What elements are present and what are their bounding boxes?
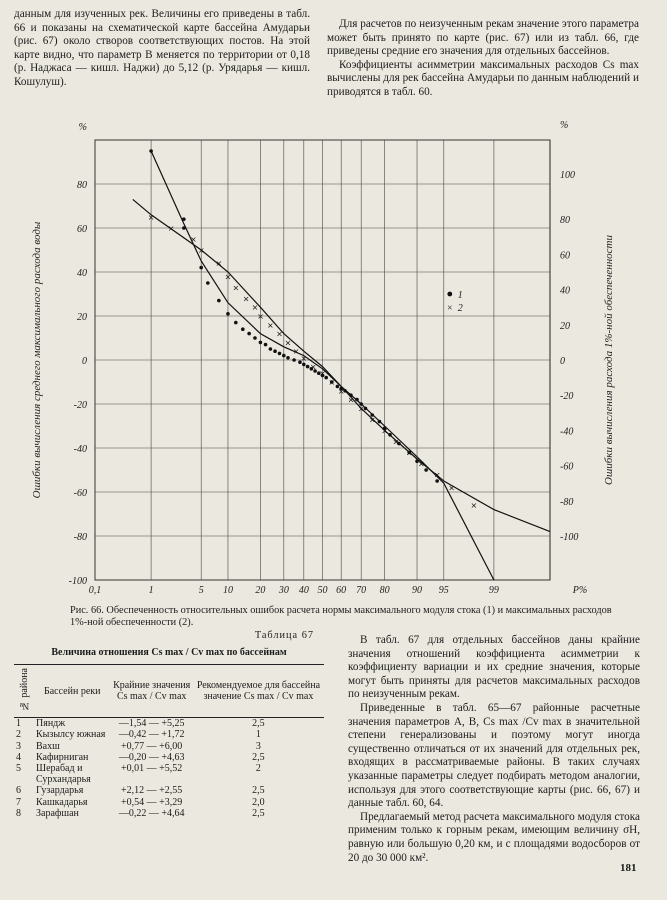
table-cell-rec: 1 xyxy=(255,729,261,741)
y-tick-label-left: 0 xyxy=(82,356,87,367)
data-point-series-2: × xyxy=(190,235,197,244)
table-cell-range: +0,01 — +5,52 xyxy=(121,762,183,774)
table-cell-basin: Зарафшан xyxy=(36,807,79,819)
table-cell-rec: 2,5 xyxy=(252,785,265,797)
data-point-series-1 xyxy=(247,332,251,336)
table-cell-n: 8 xyxy=(16,807,21,819)
table-row xyxy=(14,763,324,785)
right-top-paragraph-1: Для расчетов по неизученным рекам значение этого параметра может быть принято по карте (рис. 67) или из табл. 66, где приведены средние его значения для отдельных бассейнов. xyxy=(327,18,639,58)
data-point-series-2: × xyxy=(251,303,259,313)
chart-labels xyxy=(31,120,615,596)
col-range-header: Крайние значения Cs max / Cv max xyxy=(111,665,193,718)
x-tick-label: 1 xyxy=(148,585,154,596)
data-point-series-2: × xyxy=(418,459,425,469)
y-tick-label-left: -20 xyxy=(73,400,87,411)
data-point-series-1 xyxy=(269,347,273,351)
x-tick-label: 30 xyxy=(278,585,289,596)
x-tick-label: 50 xyxy=(317,585,328,596)
y-tick-label-left: -100 xyxy=(68,576,87,587)
data-point-series-1 xyxy=(292,358,296,362)
data-point-series-2: × xyxy=(197,246,205,255)
legend-marker-2: × xyxy=(446,303,453,315)
table-67 xyxy=(14,630,324,819)
data-point-series-2: × xyxy=(309,362,317,372)
table-cell-range: —0,22 — +4,64 xyxy=(118,807,185,819)
table-cell-n: 7 xyxy=(16,796,21,808)
x-tick-label: 90 xyxy=(412,585,423,596)
col-number-header: № района xyxy=(14,665,34,718)
y-tick-label-left: 80 xyxy=(77,180,87,191)
chart-grid xyxy=(95,140,550,580)
x-tick-label: 80 xyxy=(379,585,390,596)
table-cell-rec: 2 xyxy=(255,762,261,774)
data-point-series-1 xyxy=(286,356,290,360)
y-tick-label-right: -80 xyxy=(560,496,574,508)
table-row xyxy=(14,785,324,796)
data-point-series-1 xyxy=(435,479,439,483)
data-point-series-1 xyxy=(273,349,277,353)
data-point-series-1 xyxy=(355,398,359,402)
right-column-top xyxy=(327,18,639,100)
data-point-series-2: × xyxy=(167,224,175,233)
table-cell-basin: Кызылсу южная xyxy=(36,729,106,741)
chart-marks xyxy=(148,149,477,510)
table-cell-n: 4 xyxy=(16,751,21,763)
y-tick-label-right: 0 xyxy=(560,356,565,367)
data-point-series-2: × xyxy=(242,294,250,304)
data-point-series-1 xyxy=(264,343,268,347)
data-point-series-1 xyxy=(226,312,230,316)
error-probability-chart xyxy=(0,112,667,602)
y-tick-label-left: -40 xyxy=(73,444,87,455)
data-point-series-1 xyxy=(199,266,203,270)
x-tick-label: 10 xyxy=(222,585,233,596)
y-tick-label-right: 80 xyxy=(560,215,570,227)
data-point-series-1 xyxy=(149,149,153,153)
table-cell-n: 5 xyxy=(16,762,21,774)
left-column-paragraph xyxy=(14,8,310,90)
y-tick-label-left: 60 xyxy=(77,224,87,235)
data-point-series-1 xyxy=(282,354,286,358)
table-cell-rec: 3 xyxy=(255,740,261,752)
data-point-series-1 xyxy=(302,363,306,367)
table-cell-n: 1 xyxy=(16,718,21,730)
y-tick-label-right: -20 xyxy=(560,391,574,403)
y-tick-label-right: 40 xyxy=(560,285,570,297)
data-point-series-1 xyxy=(234,321,238,325)
y-tick-label-right: -60 xyxy=(560,461,574,473)
table-row xyxy=(14,797,324,808)
data-point-series-2: × xyxy=(300,353,308,363)
table-heading: Величина отношения Cs max / Cv max по бассейнам xyxy=(51,647,287,658)
legend-label-1: 1 xyxy=(457,290,463,301)
data-point-series-2: × xyxy=(147,213,155,222)
y-axis-title-left: Ошибки вычисления среднего максимального расхода воды xyxy=(31,221,43,499)
y-tick-label-right: 20 xyxy=(560,320,570,332)
y-tick-label-right: -100 xyxy=(560,532,579,543)
data-point-series-1 xyxy=(206,281,210,285)
x-tick-label: 5 xyxy=(198,585,204,596)
x-tick-label: 40 xyxy=(298,585,309,596)
table-row xyxy=(14,718,324,730)
table-cell-rec: 2,5 xyxy=(252,751,265,763)
data-point-series-1 xyxy=(278,352,282,356)
table-title: Таблица 67 xyxy=(254,630,314,641)
table-cell-range: —1,54 — +5,25 xyxy=(118,718,185,730)
x-tick-label: 60 xyxy=(336,585,347,596)
right-top-paragraph-2: Коэффициенты асимметрии максимальных расходов Cs max вычислены для рек бассейна Амударьи по данным наблюдений и приводятся в табл. 60. xyxy=(327,58,639,98)
x-tick-label: 20 xyxy=(255,585,266,596)
data-point-series-2: × xyxy=(357,404,365,414)
table-cell-n: 2 xyxy=(16,729,21,741)
x-tick-label: P% xyxy=(572,585,588,596)
data-point-series-1 xyxy=(388,433,392,437)
right-bottom-paragraph-3: Предлагаемый метод расчета максимального модуля стока применим только к горным рекам, имеющим величину σH, равную или большую 0,20 км, и с площадями водосборов от 20 до 30 000 км². xyxy=(348,810,640,864)
data-point-series-2: × xyxy=(381,426,388,436)
x-tick-label: 70 xyxy=(356,585,367,596)
legend-label-2: 2 xyxy=(457,303,463,315)
table-cell-n: 3 xyxy=(16,740,21,752)
table-cell-basin: Пяндж xyxy=(36,718,66,730)
data-point-series-2: × xyxy=(224,272,232,282)
y-tick-label-left: 20 xyxy=(77,312,87,323)
data-point-series-2: × xyxy=(215,259,223,269)
data-point-series-1 xyxy=(217,299,221,303)
data-point-series-2: × xyxy=(337,386,345,396)
table-row xyxy=(14,741,324,752)
x-tick-label: 99 xyxy=(488,585,499,596)
right-bottom-paragraph-1: В табл. 67 для отдельных бассейнов даны крайние значения отношений коэффициента асимметрии к коэффициенту вариации и их средние значения, которые могут быть приняты для расчетов максимальных расходов по неизученным рекам. xyxy=(348,634,640,701)
right-column-bottom xyxy=(348,634,640,865)
table-cell-range: +0,54 — +3,29 xyxy=(121,796,183,808)
data-point-series-1 xyxy=(259,341,263,345)
figure-caption: Рис. 66. Обеспеченность относительных ошибок расчета нормы максимального модуля стока (1) и максимальных расходов 1%-ной обеспеченности (2). xyxy=(70,605,612,629)
col-recommended-header: Рекомендуемое для бассейна значение Cs max / Cv max xyxy=(193,665,324,718)
table-cell-range: +0,77 — +6,00 xyxy=(121,740,183,752)
ratio-table xyxy=(14,664,324,819)
y-axis-title-right: Ошибки вычисления расхода 1%-ной обеспеченности xyxy=(603,235,615,485)
data-point-series-1 xyxy=(306,365,310,369)
y-tick-label-right: 60 xyxy=(560,250,570,262)
data-point-series-1 xyxy=(182,217,186,221)
left-column-text: данным для изученных рек. Величины его приведены в табл. 66 и показаны на схематической карте бассейна Амударьи (рис. 67) около створов соответствующих постов. На этой карте видно, что параметр B меняется по территории от 0,18 (р. Наджаса — кишл. Наджи) до 5,12 (р. Урядарья — кишл. Кошулуш). xyxy=(14,8,310,88)
y-tick-label-left: % xyxy=(78,122,87,133)
table-cell-basin: Кашкадарья xyxy=(36,796,88,808)
y-tick-label-left: -60 xyxy=(73,488,87,499)
legend-marker-1 xyxy=(447,292,452,297)
table-cell-n: 6 xyxy=(16,785,21,797)
table-cell-rec: 2,5 xyxy=(252,718,265,730)
table-cell-range: —0,42 — +1,72 xyxy=(118,729,185,741)
data-point-series-1 xyxy=(182,226,186,230)
data-point-series-2: × xyxy=(347,395,355,405)
data-point-series-2: × xyxy=(257,312,264,321)
data-point-series-1 xyxy=(253,336,257,340)
table-row xyxy=(14,752,324,763)
y-tick-label-right: % xyxy=(560,120,569,131)
x-tick-label: 0,1 xyxy=(88,585,102,596)
data-point-series-2: × xyxy=(433,470,441,480)
x-tick-label: 95 xyxy=(438,585,449,596)
data-point-series-2: × xyxy=(319,369,326,379)
data-point-series-2: × xyxy=(276,329,283,339)
table-cell-basin: Вахш xyxy=(36,740,60,752)
data-point-series-2: × xyxy=(448,483,455,493)
data-point-series-2: × xyxy=(284,338,292,348)
y-tick-label-right: -40 xyxy=(560,426,574,438)
y-tick-label-left: -80 xyxy=(73,532,87,543)
table-cell-range: +2,12 — +2,55 xyxy=(121,785,183,797)
y-tick-label-left: 40 xyxy=(77,268,87,279)
table-row xyxy=(14,808,324,819)
data-point-series-2: × xyxy=(392,437,400,447)
data-point-series-2: × xyxy=(232,283,240,293)
data-point-series-1 xyxy=(424,468,428,472)
data-point-series-2: × xyxy=(267,320,274,330)
data-point-series-1 xyxy=(378,420,382,424)
table-cell-basin: Шерабад и Сурхандарья xyxy=(36,762,91,786)
table-cell-basin: Кафирниган xyxy=(36,751,89,763)
data-point-series-2: × xyxy=(470,501,478,511)
col-basin-header: Бассейн реки xyxy=(34,665,111,718)
page-number: 181 xyxy=(620,862,637,874)
right-bottom-paragraph-2: Приведенные в табл. 65—67 районные расчетные значения параметров A, B, Cs max /Cv max в значительной степени генерализованы и поэтому могут иногда существенно отличаться от их значений для отдельных рек, входящих в рассматриваемые районы. В таких случаях указанные параметры следует подбирать методом аналогии, используя для этого соответствующие карты (рис. 66, 67) и данные табл. 60, 64. xyxy=(348,701,640,810)
data-point-series-2: × xyxy=(405,448,413,458)
data-point-series-2: × xyxy=(368,415,376,425)
data-point-series-2: × xyxy=(292,347,300,357)
data-point-series-2: × xyxy=(328,378,336,387)
table-cell-rec: 2,5 xyxy=(252,807,265,819)
table-row xyxy=(14,729,324,740)
y-tick-label-right: 100 xyxy=(560,170,575,181)
table-cell-basin: Гузардарья xyxy=(36,785,84,797)
data-point-series-1 xyxy=(241,327,245,331)
table-cell-rec: 2,0 xyxy=(252,796,265,808)
table-cell-range: —0,20 — +4,63 xyxy=(118,751,185,763)
